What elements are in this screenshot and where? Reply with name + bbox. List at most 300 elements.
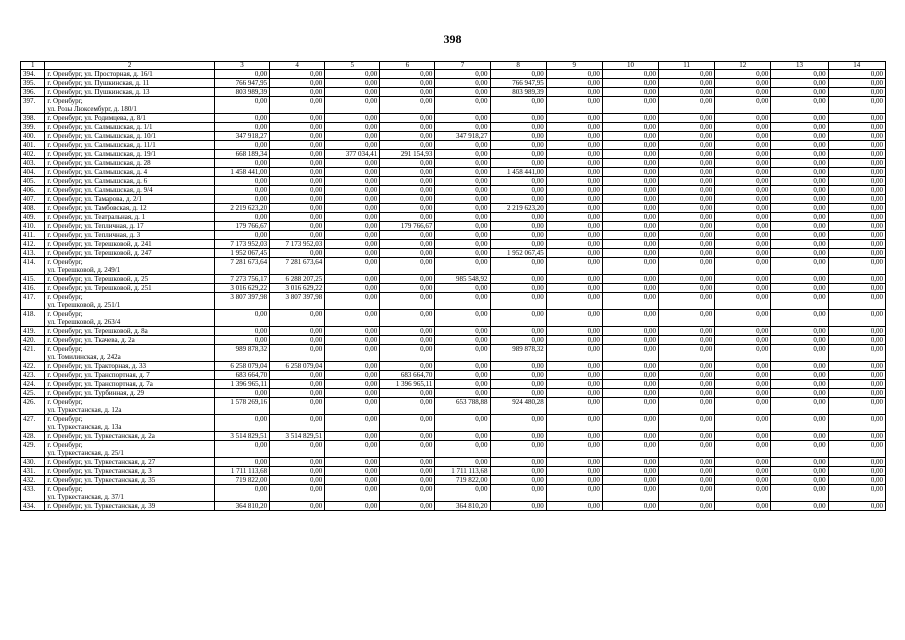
amount-cell: 0,00 [435, 458, 490, 467]
amount-cell: 0,00 [270, 114, 325, 123]
amount-cell: 0,00 [214, 70, 269, 79]
amount-cell: 0,00 [380, 441, 435, 458]
amount-cell: 0,00 [659, 123, 715, 132]
amount-cell: 0,00 [435, 186, 490, 195]
column-header: 5 [325, 62, 380, 70]
amount-cell: 0,00 [325, 441, 380, 458]
address-cell [45, 371, 215, 380]
address-line: г. Оренбург, ул. Терешковой, д. 8а [47, 327, 148, 335]
amount-cell: 0,00 [828, 380, 885, 389]
row-number: 426. [21, 398, 45, 415]
amount-cell: 0,00 [771, 362, 828, 371]
amount-cell: 0,00 [490, 97, 546, 114]
amount-cell: 0,00 [380, 398, 435, 415]
amount-cell: 0,00 [659, 88, 715, 97]
table-row [21, 485, 886, 502]
address-cell [45, 362, 215, 371]
amount-cell: 0,00 [659, 327, 715, 336]
address-cell [45, 485, 215, 502]
amount-cell: 0,00 [325, 485, 380, 502]
amount-cell: 0,00 [380, 70, 435, 79]
row-number: 406. [21, 186, 45, 195]
amount-cell: 0,00 [325, 336, 380, 345]
address-line: г. Оренбург, ул. Тамбовская, д. 12 [47, 204, 147, 212]
amount-cell: 6 258 079,04 [270, 362, 325, 371]
amount-cell: 0,00 [602, 458, 658, 467]
amount-cell: 7 273 756,17 [214, 275, 269, 284]
amount-cell: 0,00 [828, 398, 885, 415]
amount-cell: 0,00 [214, 389, 269, 398]
amount-cell: 0,00 [490, 371, 546, 380]
address-cell [45, 389, 215, 398]
table-row [21, 141, 886, 150]
amount-cell: 0,00 [659, 310, 715, 327]
amount-cell: 0,00 [659, 186, 715, 195]
amount-cell: 0,00 [325, 213, 380, 222]
address-cell [45, 132, 215, 141]
amount-cell: 0,00 [828, 389, 885, 398]
address-line: г. Оренбург, ул. Туркестанская, д. 35 [47, 476, 156, 484]
address-line: г. Оренбург, [47, 310, 83, 318]
amount-cell: 653 788,88 [435, 398, 490, 415]
amount-cell: 0,00 [602, 141, 658, 150]
amount-cell: 3 807 397,98 [270, 293, 325, 310]
amount-cell: 0,00 [546, 123, 602, 132]
amount-cell: 0,00 [380, 240, 435, 249]
address-line: г. Оренбург, ул. Салмышская, д. 6 [47, 177, 148, 185]
address-line: г. Оренбург, ул. Терешковой, д. 247 [47, 249, 152, 257]
amount-cell: 6 288 207,25 [270, 275, 325, 284]
amount-cell: 3 514 829,51 [214, 432, 269, 441]
amount-cell: 0,00 [602, 222, 658, 231]
amount-cell: 0,00 [659, 195, 715, 204]
amount-cell: 0,00 [325, 132, 380, 141]
amount-cell: 0,00 [602, 432, 658, 441]
address-line: г. Оренбург, ул. Пушкинская, д. 11 [47, 79, 150, 87]
amount-cell: 0,00 [325, 275, 380, 284]
address-cell [45, 231, 215, 240]
column-header: 3 [214, 62, 269, 70]
table-row [21, 114, 886, 123]
amount-cell: 0,00 [380, 249, 435, 258]
amount-cell: 0,00 [546, 222, 602, 231]
amount-cell: 0,00 [828, 168, 885, 177]
amount-cell: 0,00 [270, 177, 325, 186]
amount-cell: 0,00 [771, 432, 828, 441]
amount-cell: 0,00 [435, 293, 490, 310]
amount-cell: 0,00 [490, 476, 546, 485]
amount-cell: 0,00 [715, 432, 771, 441]
amount-cell: 0,00 [546, 240, 602, 249]
amount-cell: 0,00 [602, 362, 658, 371]
amount-cell: 0,00 [659, 362, 715, 371]
amount-cell: 0,00 [546, 327, 602, 336]
amount-cell: 0,00 [546, 159, 602, 168]
amount-cell: 0,00 [490, 415, 546, 432]
amount-cell: 0,00 [546, 398, 602, 415]
amount-cell: 0,00 [214, 327, 269, 336]
row-number: 405. [21, 177, 45, 186]
address-line: г. Оренбург, ул. Транспортная, д. 7 [47, 371, 150, 379]
amount-cell: 0,00 [602, 168, 658, 177]
row-number: 417. [21, 293, 45, 310]
amount-cell: 1 458 441,00 [490, 168, 546, 177]
amount-cell: 0,00 [380, 123, 435, 132]
amount-cell: 0,00 [490, 467, 546, 476]
address-line: г. Оренбург, ул. Салмышская, д. 1/1 [47, 123, 153, 131]
amount-cell: 0,00 [659, 415, 715, 432]
amount-cell: 0,00 [380, 327, 435, 336]
table-row [21, 186, 886, 195]
amount-cell: 0,00 [828, 204, 885, 213]
table-row [21, 432, 886, 441]
amount-cell: 0,00 [490, 195, 546, 204]
amount-cell: 0,00 [546, 336, 602, 345]
column-header: 10 [602, 62, 658, 70]
amount-cell: 7 281 673,64 [214, 258, 269, 275]
amount-cell: 0,00 [771, 141, 828, 150]
amount-cell: 0,00 [380, 336, 435, 345]
address-line: г. Оренбург, [47, 258, 83, 266]
amount-cell: 1 952 067,45 [490, 249, 546, 258]
address-line: ул. Терешковой, д. 249/1 [47, 266, 121, 274]
address-cell [45, 123, 215, 132]
amount-cell: 0,00 [546, 213, 602, 222]
amount-cell: 0,00 [325, 168, 380, 177]
amount-cell: 0,00 [546, 293, 602, 310]
amount-cell: 0,00 [771, 275, 828, 284]
amount-cell: 0,00 [435, 79, 490, 88]
amount-cell: 0,00 [380, 88, 435, 97]
amount-cell: 0,00 [715, 485, 771, 502]
amount-cell: 0,00 [659, 345, 715, 362]
address-cell [45, 213, 215, 222]
amount-cell: 0,00 [715, 114, 771, 123]
row-number: 418. [21, 310, 45, 327]
amount-cell: 0,00 [602, 502, 658, 511]
amount-cell: 0,00 [771, 415, 828, 432]
amount-cell: 0,00 [828, 186, 885, 195]
amount-cell: 719 822,00 [435, 476, 490, 485]
amount-cell: 719 822,00 [214, 476, 269, 485]
row-number: 423. [21, 371, 45, 380]
amount-cell: 0,00 [325, 398, 380, 415]
amount-cell: 0,00 [828, 213, 885, 222]
amount-cell: 0,00 [602, 398, 658, 415]
amount-cell: 0,00 [435, 70, 490, 79]
amount-cell: 0,00 [771, 231, 828, 240]
amount-cell: 0,00 [602, 195, 658, 204]
amount-cell: 0,00 [659, 441, 715, 458]
amount-cell: 0,00 [828, 240, 885, 249]
amount-cell: 0,00 [380, 159, 435, 168]
amount-cell: 0,00 [771, 150, 828, 159]
amount-cell: 0,00 [602, 177, 658, 186]
amount-cell: 7 173 952,03 [270, 240, 325, 249]
amount-cell: 0,00 [325, 389, 380, 398]
address-line: г. Оренбург, ул. Терешковой, д. 251 [47, 284, 152, 292]
amount-cell: 1 711 113,68 [214, 467, 269, 476]
amount-cell: 0,00 [435, 150, 490, 159]
address-line: г. Оренбург, ул. Туркестанская, д. 3 [47, 467, 152, 475]
table-row [21, 389, 886, 398]
amount-cell: 0,00 [715, 371, 771, 380]
amount-cell: 0,00 [325, 371, 380, 380]
address-line: г. Оренбург, ул. Туркестанская, д. 39 [47, 502, 156, 510]
row-number: 420. [21, 336, 45, 345]
column-header: 13 [771, 62, 828, 70]
column-header: 4 [270, 62, 325, 70]
amount-cell: 0,00 [602, 249, 658, 258]
amount-cell: 0,00 [325, 70, 380, 79]
row-number: 419. [21, 327, 45, 336]
amount-cell: 0,00 [828, 79, 885, 88]
amount-cell: 0,00 [546, 88, 602, 97]
amount-cell: 0,00 [771, 389, 828, 398]
amount-cell: 0,00 [325, 114, 380, 123]
column-number-row [21, 62, 886, 70]
table-row [21, 195, 886, 204]
row-number: 394. [21, 70, 45, 79]
amount-cell: 0,00 [546, 310, 602, 327]
amount-cell: 0,00 [546, 275, 602, 284]
amount-cell: 0,00 [270, 159, 325, 168]
amount-cell: 0,00 [490, 502, 546, 511]
amount-cell: 0,00 [270, 310, 325, 327]
amount-cell: 0,00 [325, 362, 380, 371]
amount-cell: 0,00 [380, 345, 435, 362]
amount-cell: 0,00 [659, 336, 715, 345]
amount-cell: 0,00 [771, 467, 828, 476]
row-number: 433. [21, 485, 45, 502]
amount-cell: 0,00 [325, 195, 380, 204]
amount-cell: 0,00 [490, 231, 546, 240]
amount-cell: 668 189,34 [214, 150, 269, 159]
amount-cell: 0,00 [659, 467, 715, 476]
column-header: 7 [435, 62, 490, 70]
address-line: г. Оренбург, ул. Салмышская, д. 19/1 [47, 150, 157, 158]
amount-cell: 0,00 [715, 204, 771, 213]
table-row [21, 150, 886, 159]
amount-cell: 0,00 [325, 231, 380, 240]
row-number: 427. [21, 415, 45, 432]
amount-cell: 0,00 [435, 415, 490, 432]
address-line: г. Оренбург, ул. Театральная, д. 1 [47, 213, 146, 221]
amount-cell: 0,00 [828, 310, 885, 327]
amount-cell: 0,00 [715, 467, 771, 476]
amount-cell: 0,00 [659, 150, 715, 159]
amount-cell: 0,00 [325, 222, 380, 231]
amount-cell: 0,00 [546, 441, 602, 458]
amount-cell: 0,00 [546, 485, 602, 502]
amount-cell: 0,00 [380, 284, 435, 293]
amount-cell: 0,00 [602, 371, 658, 380]
amount-cell: 0,00 [270, 249, 325, 258]
amount-cell: 0,00 [659, 258, 715, 275]
address-cell [45, 168, 215, 177]
amount-cell: 0,00 [490, 159, 546, 168]
amount-cell: 0,00 [380, 362, 435, 371]
amount-cell: 364 810,20 [435, 502, 490, 511]
amount-cell: 0,00 [380, 485, 435, 502]
amount-cell: 0,00 [602, 441, 658, 458]
amount-cell: 0,00 [828, 231, 885, 240]
amount-cell: 0,00 [602, 485, 658, 502]
row-number: 398. [21, 114, 45, 123]
amount-cell: 0,00 [214, 177, 269, 186]
amount-cell: 0,00 [214, 415, 269, 432]
amount-cell: 0,00 [828, 97, 885, 114]
address-cell [45, 79, 215, 88]
amount-cell: 0,00 [602, 415, 658, 432]
address-line: ул. Туркестанская, д. 25/1 [47, 449, 124, 457]
amount-cell: 0,00 [715, 345, 771, 362]
address-line: ул. Туркестанская, д. 13а [47, 423, 122, 431]
address-cell [45, 159, 215, 168]
row-number: 416. [21, 284, 45, 293]
amount-cell: 0,00 [546, 371, 602, 380]
amount-cell: 0,00 [602, 114, 658, 123]
amount-cell: 0,00 [828, 458, 885, 467]
amount-cell: 0,00 [771, 293, 828, 310]
amount-cell: 0,00 [828, 293, 885, 310]
amount-cell: 0,00 [546, 458, 602, 467]
amount-cell: 0,00 [546, 97, 602, 114]
amount-cell: 0,00 [214, 458, 269, 467]
amount-cell: 0,00 [380, 432, 435, 441]
amount-cell: 0,00 [546, 380, 602, 389]
table-row [21, 231, 886, 240]
amount-cell: 0,00 [771, 258, 828, 275]
amount-cell: 0,00 [602, 284, 658, 293]
address-line: ул. Розы Люксембург, д. 180/1 [47, 105, 137, 113]
table-row [21, 293, 886, 310]
amount-cell: 0,00 [546, 502, 602, 511]
amount-cell: 0,00 [828, 222, 885, 231]
amount-cell: 0,00 [715, 231, 771, 240]
amount-cell: 0,00 [270, 336, 325, 345]
amount-cell: 0,00 [659, 275, 715, 284]
address-line: г. Оренбург, ул. Туркестанская, д. 2а [47, 432, 155, 440]
amount-cell: 0,00 [659, 114, 715, 123]
column-header: 8 [490, 62, 546, 70]
amount-cell: 0,00 [435, 380, 490, 389]
address-line: г. Оренбург, [47, 441, 83, 449]
amount-cell: 0,00 [771, 476, 828, 485]
amount-cell: 0,00 [435, 258, 490, 275]
amount-cell: 0,00 [214, 114, 269, 123]
amount-cell: 0,00 [380, 310, 435, 327]
amount-cell: 0,00 [325, 97, 380, 114]
amount-cell: 0,00 [270, 327, 325, 336]
amount-cell: 0,00 [380, 195, 435, 204]
amount-cell: 989 878,32 [214, 345, 269, 362]
amount-cell: 0,00 [546, 79, 602, 88]
amount-cell: 0,00 [602, 275, 658, 284]
amount-cell: 0,00 [270, 485, 325, 502]
address-cell [45, 240, 215, 249]
amount-cell: 0,00 [771, 441, 828, 458]
address-line: г. Оренбург, ул. Тамарова, д. 2/1 [47, 195, 142, 203]
amount-cell: 3 016 629,22 [214, 284, 269, 293]
amount-cell: 347 918,27 [435, 132, 490, 141]
amount-cell: 0,00 [325, 141, 380, 150]
amount-cell: 0,00 [546, 150, 602, 159]
amount-cell: 0,00 [490, 150, 546, 159]
amount-cell: 0,00 [380, 415, 435, 432]
amount-cell: 0,00 [435, 177, 490, 186]
amount-cell: 0,00 [270, 380, 325, 389]
row-number: 402. [21, 150, 45, 159]
amount-cell: 0,00 [435, 389, 490, 398]
address-cell [45, 467, 215, 476]
address-line: ул. Терешковой, д. 263/4 [47, 318, 121, 326]
amount-cell: 683 664,70 [214, 371, 269, 380]
amount-cell: 0,00 [325, 380, 380, 389]
amount-cell: 0,00 [270, 476, 325, 485]
amount-cell: 0,00 [325, 159, 380, 168]
table-row [21, 79, 886, 88]
page-number: 398 [443, 32, 462, 46]
amount-cell: 0,00 [325, 186, 380, 195]
amount-cell: 0,00 [828, 159, 885, 168]
amount-cell: 1 458 441,00 [214, 168, 269, 177]
amount-cell: 0,00 [270, 141, 325, 150]
amount-cell: 0,00 [771, 186, 828, 195]
amount-cell: 0,00 [828, 476, 885, 485]
address-line: ул. Томилинская, д. 242а [47, 353, 121, 361]
amount-cell: 766 947,95 [214, 79, 269, 88]
amount-cell: 0,00 [771, 371, 828, 380]
amount-cell: 0,00 [325, 467, 380, 476]
row-number: 401. [21, 141, 45, 150]
amount-cell: 0,00 [380, 458, 435, 467]
amount-cell: 0,00 [214, 123, 269, 132]
amount-cell: 0,00 [325, 177, 380, 186]
table-row [21, 327, 886, 336]
amount-cell: 0,00 [659, 177, 715, 186]
amount-cell: 0,00 [602, 467, 658, 476]
amount-cell: 803 989,39 [490, 88, 546, 97]
address-line: г. Оренбург, ул. Турбинная, д. 29 [47, 389, 145, 397]
amount-cell: 0,00 [325, 258, 380, 275]
amount-cell: 924 480,28 [490, 398, 546, 415]
address-cell [45, 432, 215, 441]
table-row [21, 458, 886, 467]
amount-cell: 0,00 [602, 186, 658, 195]
table-row [21, 222, 886, 231]
amount-cell: 1 578 269,16 [214, 398, 269, 415]
amount-cell: 0,00 [325, 502, 380, 511]
table-row [21, 380, 886, 389]
amount-cell: 0,00 [659, 293, 715, 310]
amount-cell: 0,00 [602, 258, 658, 275]
amount-cell: 0,00 [715, 213, 771, 222]
amount-cell: 0,00 [325, 327, 380, 336]
row-number: 422. [21, 362, 45, 371]
row-number: 421. [21, 345, 45, 362]
address-line: г. Оренбург, ул. Просторная, д. 16/1 [47, 70, 153, 78]
amount-cell: 0,00 [325, 415, 380, 432]
amount-cell: 0,00 [715, 398, 771, 415]
amount-cell: 0,00 [546, 389, 602, 398]
table-row [21, 345, 886, 362]
amount-cell: 0,00 [828, 275, 885, 284]
amount-cell: 0,00 [771, 213, 828, 222]
amount-cell: 803 989,39 [214, 88, 269, 97]
table-row [21, 240, 886, 249]
amount-cell: 0,00 [546, 114, 602, 123]
